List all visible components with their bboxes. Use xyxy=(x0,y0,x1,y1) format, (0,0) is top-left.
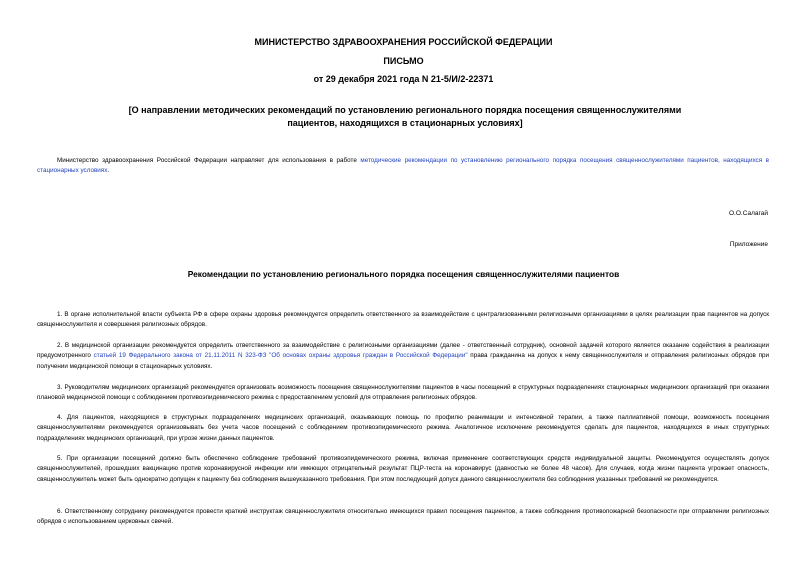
paragraph-1: 1. В органе исполнительной власти субъекта РФ в сфере охраны здоровья рекомендуется определить ответственного за взаимодействие с централизованными религиозными организациями в целях реализации прав пациентов на допуск священнослужителя и совершения религиозных обрядов. xyxy=(37,311,769,329)
ministry-heading: МИНИСТЕРСТВО ЗДРАВООХРАНЕНИЯ РОССИЙСКОЙ ФЕДЕРАЦИИ xyxy=(254,37,553,47)
intro-end: . xyxy=(107,167,110,175)
paragraph-4: 4. Для пациентов, находящихся в структурных подразделениях медицинских организаций, оказывающих помощь по профилю реанимации и интенсивной терапии, а также паллиативной помощи, возможность посещения священнослужителями рекомендуется организовывать без учета часов посещений с соблюдением противоэпидемического режима. Аналогичное исключение рекомендуется сделать для пациентов, находящихся в иных структурных подразделениях медицинских организаций, при угрозе жизни данных пациентов. xyxy=(37,414,769,442)
paragraph-2 xyxy=(37,341,769,372)
paragraph-3: 3. Руководителям медицинских организаций рекомендуется организовать возможность посещения священнослужителями пациентов в часы посещений в структурных подразделениях стационарных медицинских организаций при оказании плановой медицинской помощи с соблюдением противоэпидемического режима с предоставлением условий для отправления религиозных обрядов. xyxy=(37,384,769,402)
appendix-label: Приложение xyxy=(729,241,768,248)
intro-text: Министерство здравоохранения Российской Федерации направляет для использования в работе xyxy=(57,157,361,164)
federal-law-article-link[interactable]: статьей 19 Федерального закона от 21.11.2011 N 323-ФЗ "Об основах охраны здоровья граждан в Российской Федерации" xyxy=(93,352,468,360)
intro-paragraph xyxy=(37,156,769,177)
paragraph-2-text-before: 2. В медицинской организации рекомендуется определить ответственного за взаимодействие с религиозными организациями (далее - ответственный сотрудник), основной задачей которого является оказание содействия в реализации предусмотренного xyxy=(37,342,769,360)
recommendations-title: Рекомендации по установлению регионального порядка посещения священнослужителями пациентов xyxy=(187,269,620,279)
document-subject: [О направлении методических рекомендаций по установлению регионального порядка посещения священнослужителями пациентов, находящихся в стационарных условиях] xyxy=(128,105,682,128)
paragraph-5: 5. При организации посещений должно быть обеспечено соблюдение требований противоэпидемического режима, включая применение соответствующих средств индивидуальной защиты. Рекомендуется осуществлять допуск священнослужителей, прошедших вакцинацию против коронавирусной инфекции или имеющих отрицательный результат ПЦР-теста на коронавирус (давностью не более 48 часов). Для случаев, когда жизни пациента угрожает опасность, священнослужитель может быть однократно допущен к пациенту без соблюдения вышеуказанного требования. При этом последующий допуск данного священнослужителя без соблюдения указанных требований не рекомендуется. xyxy=(37,455,769,483)
document-type: ПИСЬМО xyxy=(383,56,424,66)
paragraph-6: 6. Ответственному сотруднику рекомендуется провести краткий инструктаж священнослужителя относительно имеющихся правил посещения пациентов, а также соблюдения противопожарной безопасности при отправлении религиозных обрядов с использованием церковных свечей. xyxy=(37,508,769,526)
document-date-number: от 29 декабря 2021 года N 21-5/И/2-22371 xyxy=(313,74,494,84)
methodical-recommendations-link[interactable]: методические рекомендации по установлению регионального порядка посещения священнослужителями пациентов, находящихся в стационарных условиях xyxy=(37,157,769,175)
paragraph-2-text-after: права гражданина на допуск к нему священнослужителя и отправления религиозных обрядов при получении медицинской помощи в стационарных условиях. xyxy=(37,352,770,370)
signature: О.О.Салагай xyxy=(729,210,768,217)
